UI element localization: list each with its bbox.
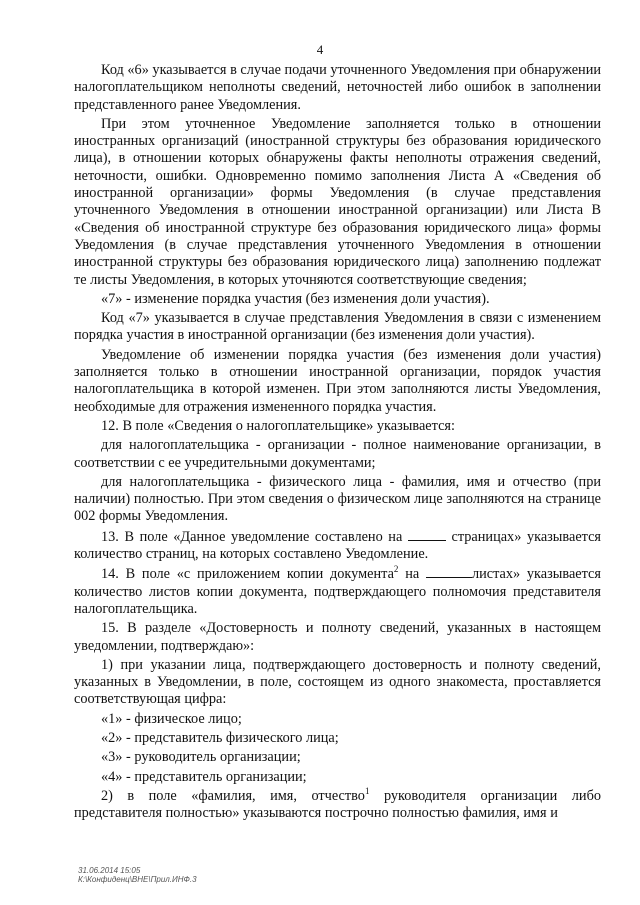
blank-sheets-count: [426, 565, 472, 578]
item13-text-after: страницах» указывается количество страниц, на которых составлено Уведомление.: [74, 528, 602, 563]
code-list-item: «4» - представитель организации;: [101, 768, 307, 785]
paragraph: При этом уточненное Уведомление заполняется только в отношении иностранных организаций (иностранной структуры без образования юридического лица), в отношении которых обнаружены факты неполноты отражения сведений, неточности, ошибки. Одновременно помимо заполнения Листа А «Сведения об иностранной организации» формы Уведомления (в случае представления уточненного Уведомления в отношении иностранной организации) или Листа В «Сведения об иностранной структуре без образования юридического лица» формы Уведомления (в случае представления уточненного Уведомления в отношении иностранной структуры без образования юридического лица) заполнению подлежат те листы Уведомления, в которых уточняются соответствующие сведения;: [74, 115, 601, 288]
code-list-item: «1» - физическое лицо;: [101, 710, 242, 727]
footer-path: К:\Конфиденц\ВНЕ\Прил.ИНФ.3: [78, 875, 197, 884]
item15-2-text-before: 2) в поле «фамилия, имя, отчество: [101, 787, 365, 804]
item14-text-mid: на: [405, 566, 420, 583]
code-list-item: «3» - руководитель организации;: [101, 749, 301, 766]
paragraph: 12. В поле «Сведения о налогоплательщике» указывается:: [101, 417, 455, 434]
paragraph-item-15-1: 1) при указании лица, подтверждающего достоверность и полноту сведений, указанных в Уведомлении, в поле, состоящем из одного знакоместа, проставляется соответствующая цифра:: [74, 656, 601, 708]
paragraph-item-14: [74, 565, 601, 618]
paragraph: «7» - изменение порядка участия (без изменения доли участия).: [101, 290, 490, 307]
page-number: 4: [316, 42, 324, 57]
footer-date: 31.06.2014 15:05: [78, 866, 141, 875]
paragraph: для налогоплательщика - организации - полное наименование организации, в соответствии с ее учредительными документами;: [74, 437, 601, 471]
paragraph: Код «7» указывается в случае представления Уведомления в связи с изменением порядка участия в иностранной организации (без изменения доли участия).: [74, 310, 601, 344]
document-body: [74, 62, 601, 824]
paragraph-item-15: 15. В разделе «Достоверность и полноту сведений, указанных в настоящем уведомлении, подтверждаю»:: [74, 620, 601, 654]
item13-text-before: 13. В поле «Данное уведомление составлено на: [101, 528, 403, 545]
paragraph-item-13: [74, 528, 601, 564]
paragraph: Код «6» указывается в случае подачи уточненного Уведомления при обнаружении налогоплательщиком неполноты сведений, неточностей либо ошибок в заполнении представленного ранее Уведомления.: [74, 62, 602, 113]
code-list-item: «2» - представитель физического лица;: [101, 729, 339, 746]
footnote-ref: 2: [393, 564, 399, 575]
blank-pages-count: [408, 528, 446, 541]
paragraph-item-15-2: [74, 788, 601, 823]
paragraph: Уведомление об изменении порядка участия (без изменения доли участия) заполняется только в отношении иностранной организации, порядок участия налогоплательщика в которой изменен. При этом заполняются листы Уведомления, необходимые для отражения измененного порядка участия.: [74, 346, 601, 415]
footnote-ref: 1: [364, 786, 370, 797]
footer-stamp: [78, 866, 197, 884]
paragraph: для налогоплательщика - физического лица - фамилия, имя и отчество (при наличии) полностью. При этом сведения о физическом лице заполняются на странице 002 формы Уведомления.: [74, 473, 601, 525]
item15-2-text-after: руководителя организации либо представителя полностью» указываются построчно полностью фамилия, имя и: [74, 787, 601, 822]
item14-text-before: 14. В поле «с приложением копии документа: [101, 566, 394, 583]
item14-text-after: листах» указывается количество листов копии документа, подтверждающего полномочия представителя налогоплательщика.: [74, 566, 601, 617]
